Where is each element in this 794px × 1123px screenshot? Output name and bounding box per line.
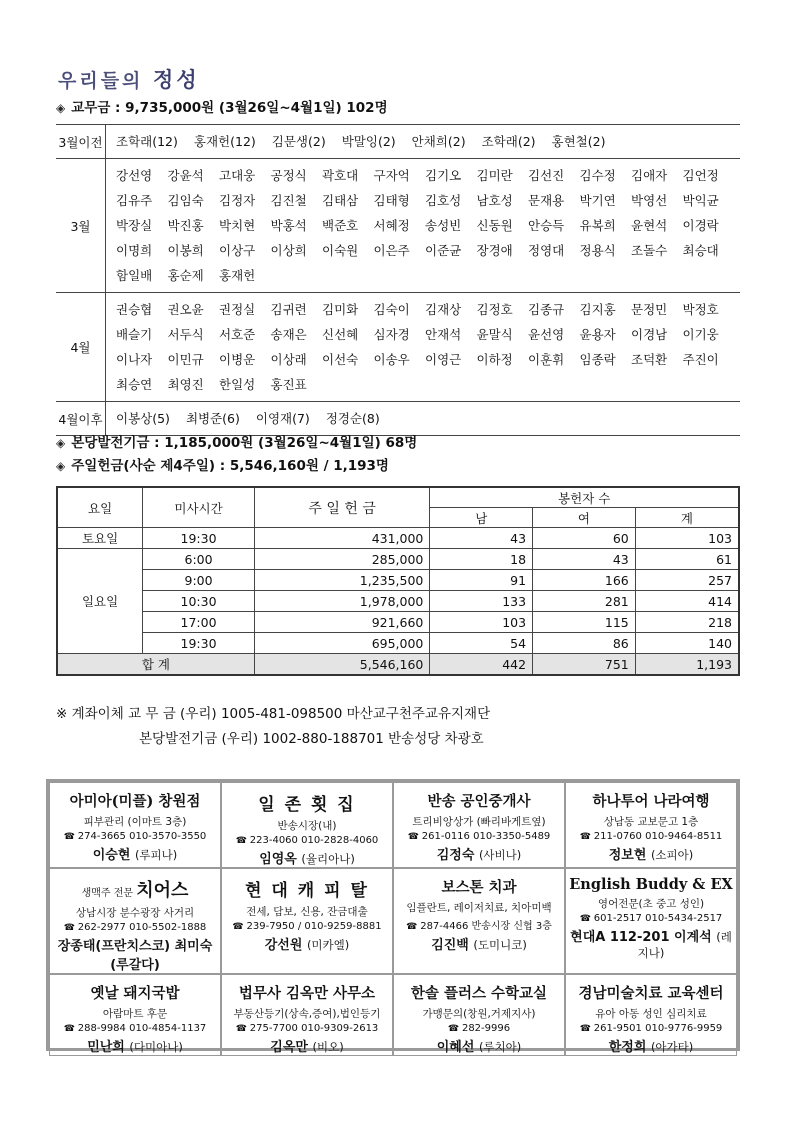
development-fund-summary — [56, 431, 417, 451]
donor-name: 이봉상(5) — [116, 411, 170, 426]
sponsor-description: 영어전문(초 중고 성인) — [597, 898, 705, 910]
mass-offering: 285,000 — [254, 549, 430, 570]
donor-name: 이상희 — [270, 243, 307, 258]
donors-april-names — [106, 293, 741, 402]
donor-name: 박치현 — [219, 218, 256, 233]
sponsor-contact: 한정희 (아가타) — [608, 1040, 694, 1055]
donor-name: 이나자 — [116, 352, 153, 367]
donor-name: 이민규 — [167, 352, 204, 367]
sponsor-baptism-name: (미카엘) — [306, 938, 350, 952]
donor-name-row — [116, 263, 734, 288]
mass-total: 257 — [635, 570, 739, 591]
mass-male: 43 — [430, 528, 533, 549]
sponsor-phone-text: 239-7950 / 010-9259-8881 — [246, 921, 382, 932]
mass-row — [57, 549, 739, 570]
mass-time: 10:30 — [143, 591, 255, 612]
donors-label-april: 4월 — [56, 293, 106, 402]
sponsor-contact: 김진백 (도미니코) — [431, 938, 527, 953]
donor-name-row — [116, 188, 734, 213]
sponsor-baptism-name: (다미아나) — [129, 1040, 183, 1054]
donor-name: 최영진 — [167, 377, 204, 392]
sponsor-ad — [221, 974, 393, 1056]
sponsor-ad — [49, 782, 221, 868]
phone-icon: ☎ — [235, 1024, 250, 1034]
donor-name: 김애자 — [631, 168, 668, 183]
donor-name-row — [116, 347, 734, 372]
donor-name: 김숙이 — [373, 302, 410, 317]
donor-name: 구자억 — [373, 168, 410, 183]
donor-name: 서혜정 — [373, 218, 410, 233]
sponsor-phone — [50, 831, 220, 842]
sponsor-phone — [566, 1023, 736, 1034]
total-male: 442 — [430, 654, 533, 676]
donors-before-names — [106, 125, 741, 159]
sponsor-description: 유아 아동 성인 심리치료 — [595, 1008, 707, 1020]
sponsor-ad — [393, 782, 565, 868]
donor-name: 김종규 — [528, 302, 565, 317]
sponsor-name: 보스톤 치과 — [441, 879, 517, 896]
sponsor-name: 일 존 횟 집 — [258, 795, 356, 815]
sponsor-name — [50, 876, 220, 902]
donor-name: 김재상 — [425, 302, 462, 317]
header-total: 계 — [635, 508, 739, 528]
donor-name: 이병운 — [219, 352, 256, 367]
donors-label-march: 3월 — [56, 159, 106, 293]
donor-name-row — [116, 322, 734, 347]
donor-name: 이하정 — [476, 352, 513, 367]
sponsor-phone — [222, 835, 392, 846]
header-day: 요일 — [57, 487, 143, 528]
diamond-bullet-icon: ◈ — [56, 459, 66, 473]
donor-name: 임종락 — [579, 352, 616, 367]
donor-name: 심자경 — [373, 327, 410, 342]
phone-icon: ☎ — [232, 922, 247, 932]
donor-name: 서호준 — [219, 327, 256, 342]
mass-time: 6:00 — [143, 549, 255, 570]
donor-name: 이봉희 — [167, 243, 204, 258]
donor-name: 박익균 — [682, 193, 719, 208]
sponsor-contact: 김옥만 (비오) — [270, 1040, 344, 1055]
sponsor-description: 상남동 교보문고 1층 — [603, 816, 699, 828]
donor-name: 김언정 — [682, 168, 719, 183]
sponsor-name: 아미아(미플) 창원점 — [69, 793, 201, 810]
donor-name: 송성빈 — [425, 218, 462, 233]
sponsor-description: 상남시장 분수광장 사거리 — [75, 907, 195, 919]
mass-body — [57, 528, 739, 654]
donor-name: 서두식 — [167, 327, 204, 342]
donor-name: 이숙원 — [322, 243, 359, 258]
donor-name: 조덕환 — [631, 352, 668, 367]
sponsor-contact: 이승현 (루피나) — [92, 848, 178, 863]
mass-row — [57, 612, 739, 633]
donors-march-names — [106, 159, 741, 293]
donor-name: 배슬기 — [116, 327, 153, 342]
header-time: 미사시간 — [143, 487, 255, 528]
donor-name: 홍순제 — [167, 268, 204, 283]
sponsor-phone — [566, 831, 736, 842]
sponsor-phone-text: 282-9996 — [461, 1023, 511, 1034]
donor-name: 김태삼 — [322, 193, 359, 208]
donor-name: 이선숙 — [322, 352, 359, 367]
total-female: 751 — [533, 654, 636, 676]
sponsor-name: 한솔 플러스 수학교실 — [410, 985, 548, 1002]
school-fee-text: 교무금 : 9,735,000원 (3월26일~4월1일) 102명 — [71, 100, 388, 116]
mass-time: 19:30 — [143, 633, 255, 654]
donor-name: 권정실 — [219, 302, 256, 317]
sponsor-phone — [222, 921, 392, 932]
donor-name: 김유주 — [116, 193, 153, 208]
donor-name: 홍진표 — [270, 377, 307, 392]
sponsor-phone-text: 261-0116 010-3350-5489 — [421, 831, 551, 842]
donor-name: 홍재헌(12) — [193, 134, 256, 149]
mass-time: 19:30 — [143, 528, 255, 549]
sponsor-contact: 민난희 (다미아나) — [87, 1040, 183, 1055]
sponsor-phone-text: 288-9984 010-4854-1137 — [77, 1023, 207, 1034]
donor-name: 문정민 — [631, 302, 668, 317]
donor-name-row — [116, 297, 734, 322]
sponsor-baptism-name: (비오) — [312, 1040, 344, 1054]
donor-name: 박진홍 — [167, 218, 204, 233]
donor-name: 최승연 — [116, 377, 153, 392]
title-main: 정성 — [153, 67, 200, 92]
mass-male: 91 — [430, 570, 533, 591]
donor-name: 김미화 — [322, 302, 359, 317]
donor-name: 안채희(2) — [411, 134, 466, 149]
sponsor-contact: 강선원 (미카엘) — [264, 938, 350, 953]
mass-total: 218 — [635, 612, 739, 633]
donor-name: 윤현석 — [631, 218, 668, 233]
phone-icon: ☎ — [579, 914, 594, 924]
donor-name: 김문생(2) — [271, 134, 326, 149]
donor-name: 이영재(7) — [255, 411, 310, 426]
sponsor-baptism-name: (루치아) — [478, 1040, 522, 1054]
day-saturday: 토요일 — [57, 528, 143, 549]
day-sunday: 일요일 — [57, 549, 143, 654]
sponsor-name: 경남미술치료 교육센터 — [578, 985, 724, 1002]
mass-male: 133 — [430, 591, 533, 612]
sponsor-phone — [50, 1023, 220, 1034]
donor-name: 이상구 — [219, 243, 256, 258]
donor-name: 함일배 — [116, 268, 153, 283]
section-title — [58, 64, 200, 94]
sponsor-baptism-name: (아가타) — [650, 1040, 694, 1054]
donor-name: 김정자 — [219, 193, 256, 208]
account-line-2: 본당발전기금 (우리) 1002-880-188701 반송성당 차광호 — [139, 731, 484, 747]
sponsor-baptism-name: (루피나) — [134, 848, 178, 862]
donor-name: 신동원 — [476, 218, 513, 233]
mass-header-row — [57, 487, 739, 508]
sponsor-phone-text: 287-4466 반송시장 신협 3층 — [420, 921, 552, 932]
sponsor-name: 반송 공인중개사 — [427, 793, 531, 810]
donor-name: 이영근 — [425, 352, 462, 367]
mass-offering: 695,000 — [254, 633, 430, 654]
total-offering: 5,546,160 — [254, 654, 430, 676]
donor-name: 이경남 — [631, 327, 668, 342]
total-total: 1,193 — [635, 654, 739, 676]
sponsor-phone — [394, 917, 564, 932]
donor-name: 안승득 — [528, 218, 565, 233]
donor-name: 이훈휘 — [528, 352, 565, 367]
development-fund-text: 본당발전기금 : 1,185,000원 (3월26일~4월1일) 68명 — [71, 435, 418, 451]
donors-label-before: 3월이전 — [56, 125, 106, 159]
diamond-bullet-icon: ◈ — [56, 436, 66, 450]
total-label: 합 계 — [57, 654, 254, 676]
donor-name: 공정식 — [270, 168, 307, 183]
sponsor-contact: 정보현 (소피아) — [608, 848, 694, 863]
sponsor-phone-text: 274-3665 010-3570-3550 — [77, 831, 207, 842]
donor-name: 조학래(12) — [116, 134, 178, 149]
donors-row-march — [56, 159, 740, 293]
sponsor-phone-text: 601-2517 010-5434-2517 — [593, 913, 723, 924]
donor-name: 김선진 — [528, 168, 565, 183]
sponsor-contact: 이혜선 (루치아) — [436, 1040, 522, 1055]
sunday-offering-text: 주일헌금(사순 제4주일) : 5,546,160원 / 1,193명 — [71, 458, 389, 474]
donor-name: 최승대 — [682, 243, 719, 258]
sponsor-description: 피부관리 (이마트 3층) — [83, 816, 187, 828]
mass-female: 281 — [533, 591, 636, 612]
mass-female: 60 — [533, 528, 636, 549]
mass-row — [57, 528, 739, 549]
donor-name: 박말잉(2) — [341, 134, 396, 149]
sponsor-name-text: 치어스 — [136, 880, 189, 901]
donor-name: 홍현철(2) — [551, 134, 606, 149]
sponsor-ad — [565, 974, 737, 1056]
phone-icon: ☎ — [406, 922, 421, 932]
donor-name: 김호성 — [425, 193, 462, 208]
phone-icon: ☎ — [63, 1024, 78, 1034]
donor-name: 김임숙 — [167, 193, 204, 208]
donor-name-row — [116, 213, 734, 238]
mass-female: 166 — [533, 570, 636, 591]
donor-name: 정영대 — [528, 243, 565, 258]
donors-label-after: 4월이후 — [56, 402, 106, 436]
donor-name: 고대웅 — [219, 168, 256, 183]
donor-name: 문재용 — [528, 193, 565, 208]
mass-total: 414 — [635, 591, 739, 612]
mass-offering: 1,235,500 — [254, 570, 430, 591]
mass-row — [57, 591, 739, 612]
donor-name: 윤말식 — [476, 327, 513, 342]
account-line-1: ※ 계좌이체 교 무 금 (우리) 1005-481-098500 마산교구천주교유지재단 — [56, 706, 491, 722]
header-attendance: 봉헌자 수 — [430, 487, 739, 508]
donor-name: 박장실 — [116, 218, 153, 233]
donor-name: 송재은 — [270, 327, 307, 342]
mass-male: 18 — [430, 549, 533, 570]
sponsor-ad — [565, 868, 737, 974]
donor-name: 박영선 — [631, 193, 668, 208]
donor-name: 한일성 — [219, 377, 256, 392]
sponsor-description: 임플란트, 레이저치료, 치아미백 — [406, 902, 552, 914]
sponsor-baptism-name: (도미니코) — [473, 938, 527, 952]
donor-name: 박홍석 — [270, 218, 307, 233]
sponsor-baptism-name: (소피아) — [650, 848, 694, 862]
mass-total-row — [57, 654, 739, 676]
mass-total: 61 — [635, 549, 739, 570]
donor-name: 윤선영 — [528, 327, 565, 342]
mass-row — [57, 570, 739, 591]
mass-offering-table — [56, 486, 740, 676]
sponsor-contact: 임영옥 (율리아나) — [259, 852, 355, 867]
sponsor-ad — [221, 782, 393, 868]
phone-icon: ☎ — [579, 1024, 594, 1034]
sponsor-phone — [566, 913, 736, 924]
donors-row-april — [56, 293, 740, 402]
donor-name: 김기오 — [425, 168, 462, 183]
sponsor-phone-text: 262-2977 010-5502-1888 — [77, 922, 207, 933]
sponsor-phone-text: 275-7700 010-9309-2613 — [249, 1023, 379, 1034]
sponsor-baptism-name: (율리아나) — [301, 852, 355, 866]
donor-name: 안재석 — [425, 327, 462, 342]
donor-name: 조학래(2) — [481, 134, 536, 149]
phone-icon: ☎ — [235, 836, 250, 846]
sponsor-description: 가맹문의(창원,거제지사) — [422, 1008, 536, 1020]
donor-name: 박정호 — [682, 302, 719, 317]
mass-time: 9:00 — [143, 570, 255, 591]
donor-name: 박기연 — [579, 193, 616, 208]
donor-name: 김수정 — [579, 168, 616, 183]
sponsor-name: 옛날 돼지국밥 — [90, 985, 180, 1002]
donor-name: 권승협 — [116, 302, 153, 317]
sponsor-description: 아람마트 후문 — [102, 1008, 168, 1020]
sponsor-phone-text: 223-4060 010-2828-4060 — [249, 835, 379, 846]
sponsor-ad — [393, 868, 565, 974]
donor-name: 장경애 — [476, 243, 513, 258]
sponsor-phone — [394, 831, 564, 842]
sponsor-name: 하나투어 나라여행 — [592, 793, 710, 810]
sponsor-name: English Buddy & EX — [569, 876, 733, 893]
donor-name: 이기웅 — [682, 327, 719, 342]
donor-name: 강윤석 — [167, 168, 204, 183]
mass-time: 17:00 — [143, 612, 255, 633]
sponsor-phone-text: 261-9501 010-9776-9959 — [593, 1023, 723, 1034]
sponsor-contact: 장종태(프란치스코) 최미숙(루갈다) — [57, 939, 213, 973]
sponsor-prefix: 생맥주 전문 — [81, 888, 137, 899]
mass-offering: 431,000 — [254, 528, 430, 549]
donor-name: 유복희 — [579, 218, 616, 233]
donor-name: 조돌수 — [631, 243, 668, 258]
donor-name: 홍재헌 — [219, 268, 256, 283]
school-fee-summary — [56, 96, 388, 116]
donor-name: 이은주 — [373, 243, 410, 258]
sponsor-ad — [49, 974, 221, 1056]
donor-name: 권오윤 — [167, 302, 204, 317]
phone-icon: ☎ — [407, 832, 422, 842]
sponsor-ad — [565, 782, 737, 868]
mass-offering: 1,978,000 — [254, 591, 430, 612]
header-offering: 주 일 헌 금 — [254, 487, 430, 528]
donor-name-row — [116, 372, 734, 397]
sponsor-contact: 김정숙 (사비나) — [436, 848, 522, 863]
sponsor-phone — [222, 1023, 392, 1034]
mass-male: 103 — [430, 612, 533, 633]
title-prefix: 우리들의 — [58, 70, 154, 92]
donors-row-before — [56, 125, 740, 159]
donor-name: 이경락 — [682, 218, 719, 233]
sponsor-description: 반송시장(내) — [277, 820, 337, 832]
mass-female: 86 — [533, 633, 636, 654]
sponsor-name: 현 대 캐 피 탈 — [245, 881, 369, 901]
sponsor-description: 전세, 담보, 신용, 잔금대출 — [246, 906, 368, 918]
donor-name: 최병준(6) — [185, 411, 240, 426]
diamond-bullet-icon: ◈ — [56, 101, 66, 115]
donor-name: 김지홍 — [579, 302, 616, 317]
mass-total: 103 — [635, 528, 739, 549]
mass-offering: 921,660 — [254, 612, 430, 633]
donor-name: 정용식 — [579, 243, 616, 258]
donor-name: 이명희 — [116, 243, 153, 258]
sponsor-description: 부동산등기(상속,증여),법인등기 — [233, 1008, 381, 1020]
sponsor-baptism-name: (사비나) — [478, 848, 522, 862]
donor-name: 김미란 — [476, 168, 513, 183]
sponsor-description: 트리비앙상가 (빠리바게트옆) — [412, 816, 546, 828]
donor-name: 곽호대 — [322, 168, 359, 183]
donor-name: 주진이 — [682, 352, 719, 367]
header-female: 여 — [533, 508, 636, 528]
donor-name: 윤용자 — [579, 327, 616, 342]
donor-name: 신선혜 — [322, 327, 359, 342]
donor-name: 김진철 — [270, 193, 307, 208]
phone-icon: ☎ — [63, 832, 78, 842]
donor-name: 김정호 — [476, 302, 513, 317]
phone-icon: ☎ — [63, 923, 78, 933]
mass-total: 140 — [635, 633, 739, 654]
donor-name-row — [116, 163, 734, 188]
mass-row — [57, 633, 739, 654]
sponsor-ad — [49, 868, 221, 974]
donor-name: 이송우 — [373, 352, 410, 367]
phone-icon: ☎ — [579, 832, 594, 842]
donors-table — [56, 124, 740, 436]
sponsor-name: 법무사 김옥만 사무소 — [238, 985, 376, 1002]
sponsor-phone-text: 211-0760 010-9464-8511 — [593, 831, 723, 842]
sponsor-contact: 현대A 112-201 이계석 (레지나) — [570, 930, 732, 960]
sponsor-phone — [50, 922, 220, 933]
sponsor-ads-grid — [46, 779, 740, 1055]
mass-female: 115 — [533, 612, 636, 633]
donor-name: 김태형 — [373, 193, 410, 208]
header-male: 남 — [430, 508, 533, 528]
sponsor-baptism-name: (레지나) — [637, 930, 732, 960]
phone-icon: ☎ — [447, 1024, 462, 1034]
donor-name: 백준호 — [322, 218, 359, 233]
donor-name-row — [116, 238, 734, 263]
mass-male: 54 — [430, 633, 533, 654]
sponsor-ad — [393, 974, 565, 1056]
sunday-offering-summary — [56, 454, 389, 474]
donor-name: 이준균 — [425, 243, 462, 258]
donor-name: 이상래 — [270, 352, 307, 367]
donor-name: 강선영 — [116, 168, 153, 183]
mass-female: 43 — [533, 549, 636, 570]
donor-name: 김귀련 — [270, 302, 307, 317]
sponsor-ad — [221, 868, 393, 974]
donor-name: 남호성 — [476, 193, 513, 208]
sponsor-phone — [394, 1023, 564, 1034]
donor-name: 정경순(8) — [325, 411, 380, 426]
